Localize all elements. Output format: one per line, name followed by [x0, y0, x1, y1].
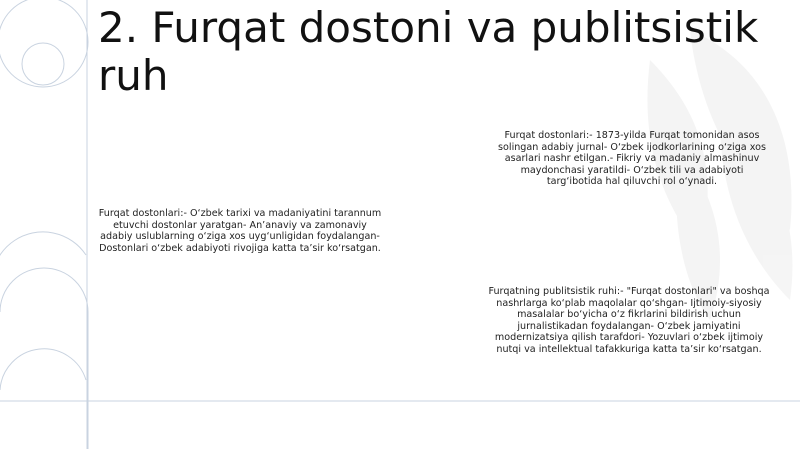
- outline-arc-middle: [0, 268, 88, 449]
- text-block-left: Furqat dostonlari:- O‘zbek tarixi va madaniyatini tarannum etuvchi dostonlar yaratgan- An’anaviy va zamonaviy adabiy uslublarning o‘ziga xos uyg‘unligidan foydalangan- Dostonlari o‘zbek adabiyoti rivojiga katta ta’sir ko‘rsatgan.: [98, 208, 382, 254]
- text-block-right-top: Furqat dostonlari:- 1873-yilda Furqat tomonidan asos solingan adabiy jurnal- O‘zbek ijodkorlarining o‘ziga xos asarlari nashr etilgan.- Fikriy va madaniy almashinuv maydonchasi yaratildi- O‘zbek tili va adabiyoti targ‘ibotida hal qiluvchi rol o‘ynadi.: [498, 130, 766, 188]
- text-block-right-bottom: Furqatning publitsistik ruhi:- "Furqat dostonlari" va boshqa nashrlarga ko‘plab maqolalar qo‘shgan- Ijtimoiy-siyosiy masalalar bo‘yicha o‘z fikrlarini bildirish uchun jurnalistikadan foydalangan- O‘zbek jamiyatini modernizatsiya qilish tarafdori- Yozuvlari o‘zbek ijtimoiy nutqi va intellektual tafakkuriga katta ta’sir ko‘rsatgan.: [488, 286, 770, 355]
- outline-arc-upper: [0, 232, 86, 312]
- small-outline-circle: [22, 43, 64, 85]
- slide-title: 2. Furqat dostoni va publitsistik ruh: [98, 3, 759, 100]
- outline-arc-lower: [0, 349, 86, 390]
